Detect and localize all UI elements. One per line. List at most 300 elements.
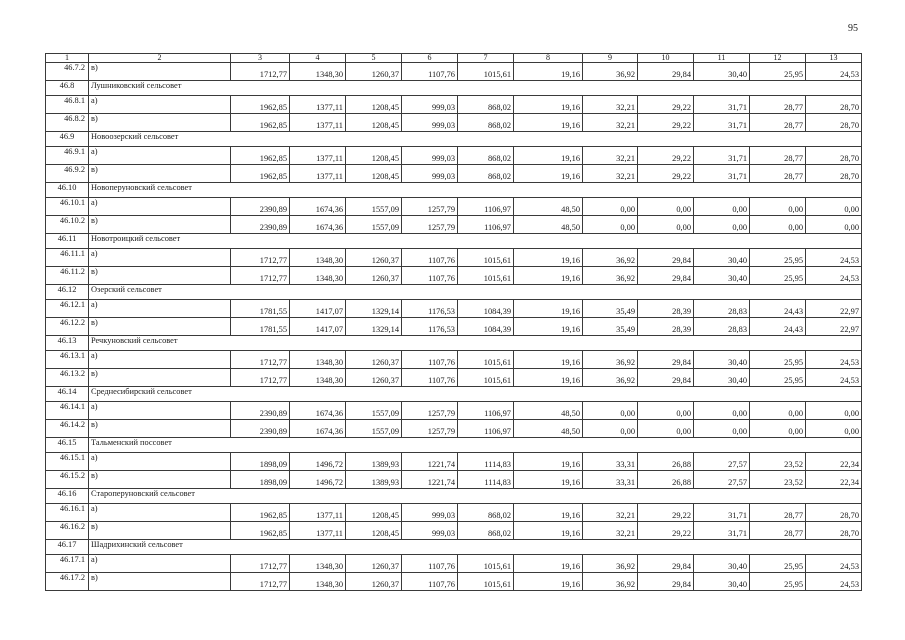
value-cell: 28,70: [806, 165, 862, 183]
value-cell: 1260,37: [346, 369, 402, 387]
value-cell: 1377,11: [290, 504, 346, 522]
value-cell: 0,00: [638, 402, 694, 420]
row-id: 46.13.1: [46, 351, 89, 369]
section-id: 46.12: [46, 285, 89, 300]
row-label: а): [89, 198, 231, 216]
value-cell: 48,50: [514, 420, 583, 438]
section-name: Новотроицкий сельсовет: [89, 234, 862, 249]
value-cell: 999,03: [402, 147, 458, 165]
table-row: [46, 351, 862, 369]
value-cell: 1176,53: [402, 300, 458, 318]
value-cell: 33,31: [583, 471, 638, 489]
column-header: 8: [514, 54, 583, 63]
value-cell: 999,03: [402, 165, 458, 183]
value-cell: 22,34: [806, 471, 862, 489]
value-cell: 24,53: [806, 351, 862, 369]
value-cell: 22,97: [806, 300, 862, 318]
value-cell: 2390,89: [231, 216, 290, 234]
value-cell: 48,50: [514, 198, 583, 216]
value-cell: 1015,61: [458, 249, 514, 267]
value-cell: 1260,37: [346, 63, 402, 81]
value-cell: 1106,97: [458, 420, 514, 438]
row-label: в): [89, 522, 231, 540]
section-row: [46, 81, 862, 96]
value-cell: 1114,83: [458, 453, 514, 471]
value-cell: 48,50: [514, 402, 583, 420]
row-id: 46.9.1: [46, 147, 89, 165]
value-cell: 36,92: [583, 267, 638, 285]
value-cell: 1107,76: [402, 573, 458, 591]
column-header: 6: [402, 54, 458, 63]
value-cell: 1221,74: [402, 471, 458, 489]
value-cell: 1208,45: [346, 522, 402, 540]
row-label: а): [89, 351, 231, 369]
value-cell: 24,53: [806, 63, 862, 81]
value-cell: 28,77: [750, 522, 806, 540]
value-cell: 30,40: [694, 267, 750, 285]
value-cell: 24,43: [750, 318, 806, 336]
row-id: 46.10.2: [46, 216, 89, 234]
value-cell: 31,71: [694, 96, 750, 114]
row-id: 46.8.2: [46, 114, 89, 132]
value-cell: 29,22: [638, 147, 694, 165]
value-cell: 1898,09: [231, 471, 290, 489]
row-label: а): [89, 555, 231, 573]
value-cell: 1114,83: [458, 471, 514, 489]
value-cell: 32,21: [583, 504, 638, 522]
value-cell: 19,16: [514, 96, 583, 114]
value-cell: 28,70: [806, 147, 862, 165]
section-name: Озерский сельсовет: [89, 285, 862, 300]
value-cell: 1781,55: [231, 318, 290, 336]
value-cell: 1712,77: [231, 267, 290, 285]
value-cell: 19,16: [514, 369, 583, 387]
table-row: [46, 147, 862, 165]
value-cell: 1348,30: [290, 351, 346, 369]
value-cell: 36,92: [583, 369, 638, 387]
section-name: Речкуновский сельсовет: [89, 336, 862, 351]
value-cell: 1377,11: [290, 522, 346, 540]
value-cell: 1015,61: [458, 573, 514, 591]
column-header: 11: [694, 54, 750, 63]
row-label: в): [89, 267, 231, 285]
row-label: а): [89, 96, 231, 114]
row-id: 46.12.1: [46, 300, 89, 318]
value-cell: 28,70: [806, 114, 862, 132]
value-cell: 26,88: [638, 453, 694, 471]
value-cell: 1496,72: [290, 453, 346, 471]
value-cell: 1557,09: [346, 420, 402, 438]
value-cell: 31,71: [694, 114, 750, 132]
row-label: а): [89, 453, 231, 471]
value-cell: 24,43: [750, 300, 806, 318]
value-cell: 29,84: [638, 249, 694, 267]
table-row: [46, 420, 862, 438]
value-cell: 28,77: [750, 147, 806, 165]
value-cell: 1348,30: [290, 267, 346, 285]
value-cell: 24,53: [806, 555, 862, 573]
section-id: 46.16: [46, 489, 89, 504]
section-name: Новоозерский сельсовет: [89, 132, 862, 147]
value-cell: 28,77: [750, 114, 806, 132]
value-cell: 29,84: [638, 573, 694, 591]
value-cell: 1377,11: [290, 147, 346, 165]
column-header: 2: [89, 54, 231, 63]
value-cell: 0,00: [638, 216, 694, 234]
table-row: [46, 453, 862, 471]
header-row: [46, 54, 862, 63]
value-cell: 23,52: [750, 471, 806, 489]
value-cell: 0,00: [806, 198, 862, 216]
value-cell: 868,02: [458, 114, 514, 132]
value-cell: 1015,61: [458, 369, 514, 387]
value-cell: 26,88: [638, 471, 694, 489]
value-cell: 1377,11: [290, 165, 346, 183]
value-cell: 1106,97: [458, 216, 514, 234]
value-cell: 1260,37: [346, 249, 402, 267]
section-row: [46, 540, 862, 555]
section-name: Лушниковский сельсовет: [89, 81, 862, 96]
value-cell: 19,16: [514, 555, 583, 573]
value-cell: 35,49: [583, 300, 638, 318]
value-cell: 2390,89: [231, 420, 290, 438]
column-header: 9: [583, 54, 638, 63]
row-id: 46.9.2: [46, 165, 89, 183]
row-id: 46.11.1: [46, 249, 89, 267]
table-row: [46, 198, 862, 216]
value-cell: 2390,89: [231, 402, 290, 420]
section-row: [46, 387, 862, 402]
value-cell: 30,40: [694, 573, 750, 591]
row-id: 46.16.1: [46, 504, 89, 522]
value-cell: 25,95: [750, 351, 806, 369]
value-cell: 1962,85: [231, 165, 290, 183]
table-row: [46, 555, 862, 573]
value-cell: 2390,89: [231, 198, 290, 216]
value-cell: 27,57: [694, 471, 750, 489]
value-cell: 29,84: [638, 63, 694, 81]
row-label: а): [89, 249, 231, 267]
value-cell: 1496,72: [290, 471, 346, 489]
table-row: [46, 300, 862, 318]
value-cell: 32,21: [583, 114, 638, 132]
value-cell: 999,03: [402, 504, 458, 522]
value-cell: 1015,61: [458, 267, 514, 285]
row-id: 46.17.1: [46, 555, 89, 573]
value-cell: 1557,09: [346, 198, 402, 216]
value-cell: 1084,39: [458, 300, 514, 318]
section-row: [46, 234, 862, 249]
table-row: [46, 471, 862, 489]
value-cell: 1712,77: [231, 369, 290, 387]
value-cell: 1712,77: [231, 573, 290, 591]
table-row: [46, 369, 862, 387]
row-id: 46.11.2: [46, 267, 89, 285]
value-cell: 19,16: [514, 522, 583, 540]
value-cell: 1712,77: [231, 249, 290, 267]
value-cell: 1712,77: [231, 351, 290, 369]
section-id: 46.10: [46, 183, 89, 198]
value-cell: 31,71: [694, 147, 750, 165]
value-cell: 1260,37: [346, 555, 402, 573]
value-cell: 1712,77: [231, 555, 290, 573]
value-cell: 999,03: [402, 96, 458, 114]
value-cell: 24,53: [806, 573, 862, 591]
row-label: в): [89, 471, 231, 489]
value-cell: 1674,36: [290, 402, 346, 420]
row-id: 46.15.2: [46, 471, 89, 489]
table-row: [46, 267, 862, 285]
value-cell: 1781,55: [231, 300, 290, 318]
row-label: в): [89, 420, 231, 438]
value-cell: 1107,76: [402, 249, 458, 267]
value-cell: 1329,14: [346, 318, 402, 336]
value-cell: 31,71: [694, 522, 750, 540]
value-cell: 33,31: [583, 453, 638, 471]
value-cell: 32,21: [583, 96, 638, 114]
value-cell: 1015,61: [458, 351, 514, 369]
value-cell: 1348,30: [290, 555, 346, 573]
value-cell: 1107,76: [402, 555, 458, 573]
value-cell: 1257,79: [402, 420, 458, 438]
row-id: 46.13.2: [46, 369, 89, 387]
value-cell: 19,16: [514, 504, 583, 522]
value-cell: 36,92: [583, 351, 638, 369]
value-cell: 1208,45: [346, 96, 402, 114]
table-row: [46, 402, 862, 420]
value-cell: 23,52: [750, 453, 806, 471]
value-cell: 19,16: [514, 300, 583, 318]
value-cell: 19,16: [514, 318, 583, 336]
value-cell: 1208,45: [346, 147, 402, 165]
value-cell: 29,84: [638, 267, 694, 285]
value-cell: 1389,93: [346, 453, 402, 471]
value-cell: 1176,53: [402, 318, 458, 336]
value-cell: 25,95: [750, 573, 806, 591]
value-cell: 28,70: [806, 522, 862, 540]
row-label: в): [89, 63, 231, 81]
column-header: 4: [290, 54, 346, 63]
value-cell: 28,83: [694, 300, 750, 318]
value-cell: 48,50: [514, 216, 583, 234]
value-cell: 999,03: [402, 522, 458, 540]
value-cell: 0,00: [694, 198, 750, 216]
value-cell: 19,16: [514, 249, 583, 267]
section-row: [46, 489, 862, 504]
column-header: 7: [458, 54, 514, 63]
value-cell: 1348,30: [290, 63, 346, 81]
value-cell: 1348,30: [290, 249, 346, 267]
value-cell: 1107,76: [402, 267, 458, 285]
table-row: [46, 318, 862, 336]
value-cell: 19,16: [514, 573, 583, 591]
row-id: 46.14.1: [46, 402, 89, 420]
value-cell: 1208,45: [346, 165, 402, 183]
value-cell: 28,83: [694, 318, 750, 336]
value-cell: 29,22: [638, 522, 694, 540]
value-cell: 1015,61: [458, 63, 514, 81]
value-cell: 1348,30: [290, 369, 346, 387]
value-cell: 1208,45: [346, 114, 402, 132]
value-cell: 19,16: [514, 453, 583, 471]
section-name: Шадрихинский сельсовет: [89, 540, 862, 555]
value-cell: 1674,36: [290, 216, 346, 234]
section-row: [46, 336, 862, 351]
value-cell: 31,71: [694, 165, 750, 183]
value-cell: 0,00: [750, 216, 806, 234]
value-cell: 1389,93: [346, 471, 402, 489]
value-cell: 1260,37: [346, 267, 402, 285]
table-body: [46, 54, 862, 591]
table-row: [46, 63, 862, 81]
table-row: [46, 96, 862, 114]
section-id: 46.9: [46, 132, 89, 147]
value-cell: 29,22: [638, 96, 694, 114]
value-cell: 1106,97: [458, 402, 514, 420]
value-cell: 0,00: [806, 402, 862, 420]
section-id: 46.8: [46, 81, 89, 96]
section-row: [46, 285, 862, 300]
table-row: [46, 216, 862, 234]
row-label: в): [89, 114, 231, 132]
value-cell: 24,53: [806, 267, 862, 285]
value-cell: 1557,09: [346, 216, 402, 234]
value-cell: 1107,76: [402, 351, 458, 369]
value-cell: 0,00: [694, 402, 750, 420]
value-cell: 19,16: [514, 471, 583, 489]
table-row: [46, 504, 862, 522]
value-cell: 25,95: [750, 63, 806, 81]
value-cell: 29,22: [638, 165, 694, 183]
value-cell: 25,95: [750, 249, 806, 267]
column-header: 3: [231, 54, 290, 63]
value-cell: 1107,76: [402, 63, 458, 81]
row-id: 46.15.1: [46, 453, 89, 471]
column-header: 12: [750, 54, 806, 63]
value-cell: 32,21: [583, 165, 638, 183]
section-row: [46, 438, 862, 453]
value-cell: 22,34: [806, 453, 862, 471]
value-cell: 24,53: [806, 369, 862, 387]
value-cell: 1377,11: [290, 114, 346, 132]
value-cell: 19,16: [514, 351, 583, 369]
value-cell: 0,00: [806, 420, 862, 438]
value-cell: 1084,39: [458, 318, 514, 336]
value-cell: 1015,61: [458, 555, 514, 573]
value-cell: 868,02: [458, 165, 514, 183]
section-id: 46.14: [46, 387, 89, 402]
value-cell: 0,00: [583, 216, 638, 234]
table-row: [46, 522, 862, 540]
value-cell: 1962,85: [231, 114, 290, 132]
value-cell: 1106,97: [458, 198, 514, 216]
value-cell: 25,95: [750, 555, 806, 573]
value-cell: 25,95: [750, 369, 806, 387]
value-cell: 0,00: [694, 420, 750, 438]
row-label: в): [89, 165, 231, 183]
value-cell: 1221,74: [402, 453, 458, 471]
value-cell: 30,40: [694, 555, 750, 573]
value-cell: 27,57: [694, 453, 750, 471]
value-cell: 19,16: [514, 267, 583, 285]
value-cell: 1107,76: [402, 369, 458, 387]
section-id: 46.11: [46, 234, 89, 249]
value-cell: 30,40: [694, 351, 750, 369]
value-cell: 29,84: [638, 369, 694, 387]
value-cell: 999,03: [402, 114, 458, 132]
section-name: Тальменский поссовет: [89, 438, 862, 453]
value-cell: 29,84: [638, 555, 694, 573]
value-cell: 32,21: [583, 522, 638, 540]
value-cell: 1377,11: [290, 96, 346, 114]
value-cell: 1712,77: [231, 63, 290, 81]
value-cell: 31,71: [694, 504, 750, 522]
value-cell: 35,49: [583, 318, 638, 336]
column-header: 5: [346, 54, 402, 63]
value-cell: 1962,85: [231, 96, 290, 114]
row-id: 46.7.2: [46, 63, 89, 81]
value-cell: 1348,30: [290, 573, 346, 591]
value-cell: 0,00: [750, 402, 806, 420]
value-cell: 868,02: [458, 522, 514, 540]
value-cell: 1257,79: [402, 402, 458, 420]
section-row: [46, 132, 862, 147]
row-label: а): [89, 300, 231, 318]
value-cell: 1674,36: [290, 420, 346, 438]
value-cell: 36,92: [583, 63, 638, 81]
tariff-table: [45, 53, 862, 591]
value-cell: 22,97: [806, 318, 862, 336]
row-label: в): [89, 318, 231, 336]
value-cell: 25,95: [750, 267, 806, 285]
row-label: в): [89, 369, 231, 387]
row-id: 46.8.1: [46, 96, 89, 114]
value-cell: 1962,85: [231, 504, 290, 522]
row-id: 46.16.2: [46, 522, 89, 540]
value-cell: 0,00: [638, 420, 694, 438]
value-cell: 36,92: [583, 249, 638, 267]
section-name: Староперуновский сельсовет: [89, 489, 862, 504]
value-cell: 28,39: [638, 300, 694, 318]
value-cell: 868,02: [458, 96, 514, 114]
row-label: в): [89, 573, 231, 591]
value-cell: 19,16: [514, 63, 583, 81]
row-label: а): [89, 504, 231, 522]
value-cell: 28,70: [806, 96, 862, 114]
value-cell: 0,00: [638, 198, 694, 216]
section-id: 46.15: [46, 438, 89, 453]
value-cell: 29,22: [638, 504, 694, 522]
value-cell: 1417,07: [290, 300, 346, 318]
value-cell: 1674,36: [290, 198, 346, 216]
value-cell: 1417,07: [290, 318, 346, 336]
row-id: 46.14.2: [46, 420, 89, 438]
value-cell: 868,02: [458, 504, 514, 522]
value-cell: 19,16: [514, 147, 583, 165]
value-cell: 1962,85: [231, 147, 290, 165]
section-row: [46, 183, 862, 198]
value-cell: 1257,79: [402, 216, 458, 234]
column-header: 1: [46, 54, 89, 63]
table-row: [46, 573, 862, 591]
value-cell: 0,00: [583, 402, 638, 420]
section-id: 46.17: [46, 540, 89, 555]
value-cell: 1898,09: [231, 453, 290, 471]
value-cell: 1208,45: [346, 504, 402, 522]
value-cell: 36,92: [583, 555, 638, 573]
value-cell: 0,00: [806, 216, 862, 234]
section-id: 46.13: [46, 336, 89, 351]
